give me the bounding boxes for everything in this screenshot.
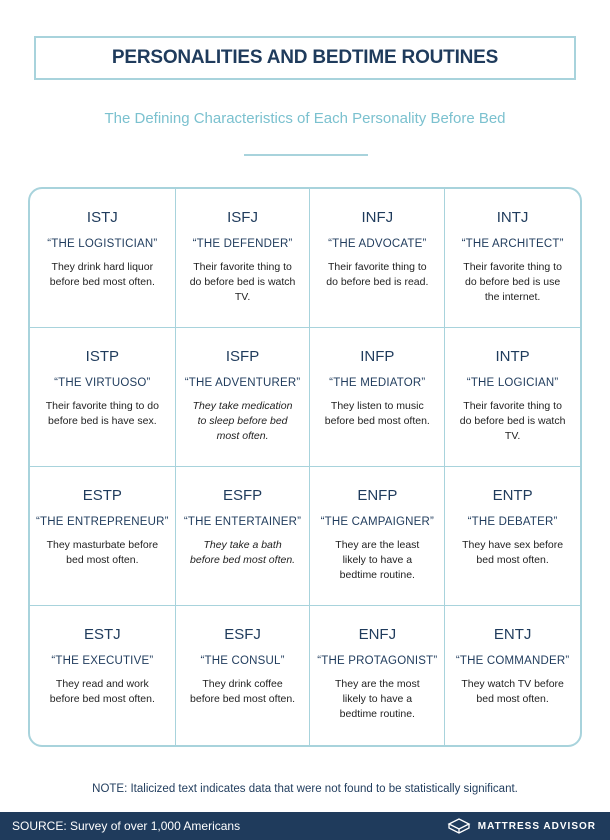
personality-description: They have sex before bed most often. — [462, 539, 564, 566]
personality-code: INFJ — [361, 209, 394, 226]
personality-code: ISFP — [225, 348, 260, 365]
personality-nickname: “THE EXECUTIVE” — [51, 655, 154, 667]
personality-description: They watch TV before bed most often. — [461, 678, 564, 705]
personality-nickname: “THE ENTREPRENEUR” — [36, 516, 169, 528]
personality-cell — [310, 467, 445, 606]
mattress-icon — [446, 817, 472, 835]
personality-code: ESFJ — [224, 626, 261, 643]
personality-nickname: “THE ENTERTAINER” — [183, 516, 302, 528]
personality-code: ESFP — [222, 487, 263, 504]
personality-cell — [310, 328, 445, 467]
personality-code: ENFJ — [358, 626, 397, 643]
source-text: SOURCE: Survey of over 1,000 Americans — [12, 819, 241, 833]
personality-nickname: “THE CONSUL” — [200, 655, 285, 667]
personality-code: INTP — [495, 348, 530, 365]
brand-logo — [446, 817, 596, 835]
divider — [244, 154, 368, 156]
personality-nickname: “THE ADVENTURER” — [184, 377, 301, 389]
footer-bar — [0, 812, 610, 840]
personality-code: ISTP — [85, 348, 119, 365]
personality-code: ESTP — [82, 487, 122, 504]
page-subtitle: The Defining Characteristics of Each Personality Before Bed — [104, 110, 506, 127]
personality-code: ISTJ — [86, 209, 118, 226]
personality-cell — [445, 328, 580, 467]
brand-name: MATTRESS ADVISOR — [477, 820, 596, 832]
personality-nickname: “THE LOGICIAN” — [466, 377, 559, 389]
personality-description: Their favorite thing to do before bed is use the internet. — [463, 261, 562, 303]
personality-cell — [445, 467, 580, 606]
personality-nickname: “THE LOGISTICIAN” — [47, 238, 158, 250]
personality-description: They are the least likely to have a bedtime routine. — [335, 539, 420, 581]
personality-nickname: “THE ARCHITECT” — [461, 238, 564, 250]
personality-description: They drink hard liquor before bed most often. — [49, 261, 155, 288]
personality-description: They take medication to sleep before bed most often. — [192, 400, 293, 442]
personality-nickname: “THE COMMANDER” — [455, 655, 570, 667]
personality-cell — [445, 606, 580, 745]
personality-grid — [28, 187, 582, 747]
title-box — [34, 36, 576, 80]
personality-nickname: “THE DEBATER” — [467, 516, 558, 528]
personality-cell — [310, 606, 445, 745]
personality-cell — [176, 606, 311, 745]
personality-code: ESTJ — [83, 626, 121, 643]
personality-code: ENTP — [492, 487, 533, 504]
note-text: NOTE: Italicized text indicates data that were not found to be statistically significant. — [92, 783, 518, 795]
personality-description: They are the most likely to have a bedtime routine. — [335, 678, 420, 720]
personality-nickname: “THE PROTAGONIST” — [317, 655, 438, 667]
personality-description: Their favorite thing to do before bed is watch TV. — [459, 400, 566, 442]
personality-cell — [310, 189, 445, 328]
personality-nickname: “THE CAMPAIGNER” — [320, 516, 435, 528]
personality-code: ENFP — [357, 487, 398, 504]
personality-description: They take a bath before bed most often. — [190, 539, 296, 566]
personality-nickname: “THE ADVOCATE” — [328, 238, 427, 250]
personality-code: ENTJ — [493, 626, 532, 643]
personality-cell — [30, 467, 176, 606]
personality-code: INFP — [360, 348, 395, 365]
personality-cell — [30, 606, 176, 745]
personality-description: Their favorite thing to do before bed is watch TV. — [189, 261, 296, 303]
personality-cell — [176, 467, 311, 606]
personality-cell — [176, 328, 311, 467]
personality-description: They listen to music before bed most often. — [324, 400, 430, 427]
personality-code: INTJ — [496, 209, 529, 226]
personality-cell — [445, 189, 580, 328]
personality-nickname: “THE DEFENDER” — [192, 238, 293, 250]
personality-nickname: “THE MEDIATOR” — [329, 377, 426, 389]
personality-description: Their favorite thing to do before bed is read. — [326, 261, 429, 288]
personality-cell — [30, 328, 176, 467]
personality-description: Their favorite thing to do before bed is have sex. — [45, 400, 159, 427]
personality-description: They masturbate before bed most often. — [46, 539, 159, 566]
personality-description: They read and work before bed most often. — [49, 678, 155, 705]
personality-cell — [30, 189, 176, 328]
page-title: PERSONALITIES AND BEDTIME ROUTINES — [111, 47, 499, 68]
personality-code: ISFJ — [227, 209, 258, 226]
personality-cell — [176, 189, 311, 328]
personality-nickname: “THE VIRTUOSO” — [54, 377, 151, 389]
personality-description: They drink coffee before bed most often. — [190, 678, 296, 705]
